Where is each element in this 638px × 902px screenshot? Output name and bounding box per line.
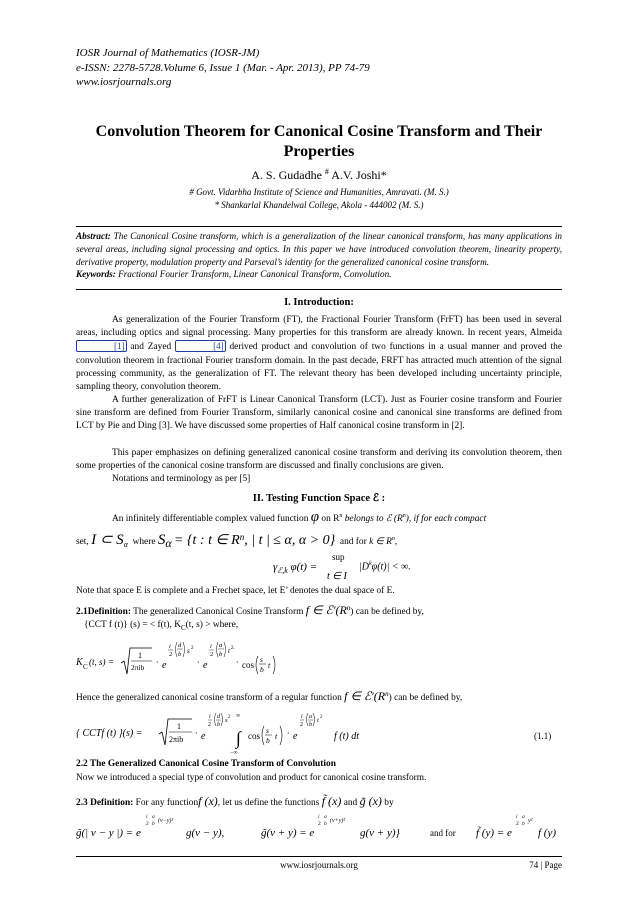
- where-word: where: [132, 537, 156, 547]
- kernel-2piib: 2πib: [131, 663, 145, 672]
- gamma-symbol: γ: [273, 561, 278, 573]
- cos-t: t: [268, 661, 271, 670]
- footer-url: www.iosrjournals.org: [280, 860, 358, 870]
- author-1-mark: #: [324, 167, 329, 176]
- eq2-lhs: g̃(v + y) = e: [261, 827, 315, 839]
- f-in-dual-2: f ∈ ℰ′(R: [344, 689, 386, 703]
- section-2-heading: II. Testing Function Space ℰ :: [252, 493, 386, 504]
- exp1-d: d: [178, 642, 182, 649]
- eq-one: 1: [177, 722, 181, 731]
- testing-fn-text-a: An infinitely differentiable complex valued function: [112, 514, 309, 524]
- eq-exp2-b: b: [309, 722, 312, 728]
- exp-e-1: e: [162, 660, 167, 671]
- section-1-paragraph-4: Notations and terminology as per [5]: [112, 474, 251, 484]
- set-label: set,: [76, 537, 89, 547]
- def-2-1-text: The generalized Canonical Cosine Transform: [133, 607, 304, 617]
- gamma-sub: ℰ,k: [277, 566, 288, 576]
- abstract-text: The Canonical Cosine transform, which is a generalization of the linear canonical transform, has many applications in several areas, including signal processing and optics. In this paper we have introduced convolution theorem, linearity property, derivative property, modulation property and Parseval’s identity for the generalized canonical cosine transform.: [76, 231, 563, 267]
- eq1-i: i: [146, 814, 148, 820]
- eq-exp1-2: 2: [208, 722, 211, 728]
- eq-number-1-1: (1.1): [534, 731, 552, 741]
- and-for-word: and for: [339, 537, 367, 547]
- cct-pairing: {CCT f (t)} (s) = < f(t), K: [84, 620, 181, 630]
- cos-s: s: [260, 655, 263, 664]
- kernel-one: 1: [138, 651, 142, 660]
- abstract-block: [76, 230, 562, 281]
- journal-header: [76, 46, 370, 90]
- eq1-exponent: (v−y)²: [158, 818, 174, 824]
- svg-text:·: ·: [197, 657, 200, 667]
- exp1-s: s: [187, 647, 190, 655]
- exp-e-2: e: [203, 660, 208, 671]
- kernel-cos: cos: [242, 660, 254, 670]
- eq-exp1-i: i: [209, 714, 211, 720]
- eq-exp1-s: s: [225, 717, 228, 724]
- set-definition-line: [76, 530, 397, 551]
- keywords-label: Keywords:: [76, 269, 116, 280]
- eq2-rhs: g(v + y)}: [360, 827, 400, 839]
- set-sub-alpha: α: [123, 539, 128, 549]
- dk-rest: φ(t)| < ∞.: [371, 561, 411, 573]
- svg-text:·: ·: [236, 657, 239, 667]
- eq-exp2-a: a: [309, 714, 312, 720]
- testing-fn-text-d: ), if for each compact: [405, 514, 487, 524]
- keywords-text: Fractional Fourier Transform, Linear Canonical Transform, Convolution.: [118, 269, 392, 280]
- k-in-rn: k ∈ R: [369, 537, 392, 547]
- sup-operator: sup: [332, 552, 345, 562]
- intro-text-b: and Zayed: [130, 342, 172, 353]
- exp1-b: b: [178, 651, 182, 658]
- def-2-1-label: 2.1Definition:: [76, 607, 131, 617]
- eq2-a: a: [324, 814, 327, 820]
- integral-sign: ∫: [236, 728, 241, 748]
- cct-pairing-line: [84, 620, 238, 632]
- section-2-2-heading: 2.2 The Generalized Canonical Cosine Transform of Convolution: [76, 759, 336, 769]
- cct-sub-c: C: [181, 623, 186, 632]
- space-note: Note that space E is complete and a Frechet space, let E’ denotes the dual space of E.: [76, 586, 395, 596]
- kernel-formula: [76, 636, 296, 684]
- eq-lhs: { CCTf (t) }(s) =: [76, 728, 143, 739]
- testing-fn-text-b: on R: [321, 514, 340, 524]
- title-line-1: Convolution Theorem for Canonical Cosine Transform and Their: [95, 123, 543, 140]
- section-1-paragraph-2: A further generalization of FrFT is Linear Canonical Transform (LCT). Just as Fourier cosine transform and Fourier sine transform are defined from Fourier Transform, similarly canonical cosine and canonical sine transforms are defined from LCT by Pie and Ding [3]. We have discussed some properties of Half canonical cosine transform in [2].: [76, 395, 562, 432]
- exp2-2: 2: [210, 651, 214, 658]
- eq2-exponent: (v+y)²: [330, 818, 346, 824]
- rn-sup-2: n: [402, 512, 406, 519]
- eq-exp2-t: t: [317, 717, 319, 724]
- s-alpha-def-2: , | t | ≤ α, α > 0}: [244, 533, 336, 548]
- author-1: A. S. Gudadhe: [251, 168, 322, 182]
- f-tilde-x: f̃ (x): [321, 794, 342, 808]
- cct-pairing-rest: (t, s) > where,: [185, 620, 239, 630]
- eq2-2: 2: [318, 821, 321, 827]
- set-subset-math: I ⊂ S: [91, 532, 124, 548]
- hence-line: [76, 689, 462, 704]
- testing-fn-text-c: belongs to ℰ (R: [344, 514, 403, 524]
- eq-cos: cos: [248, 731, 260, 741]
- eq3-exponent: y²: [528, 818, 533, 824]
- definition-2-1-line: [76, 603, 424, 618]
- svg-text:·: ·: [287, 728, 290, 738]
- k-tail: ,: [394, 537, 398, 547]
- section-1-paragraph-3: This paper emphasizes on defining generalized canonical cosine transform and deriving its convolution theorem, then some properties of the canonical cosine transform are discussed and finally conclusions are given.: [76, 448, 562, 472]
- k-rn-sup: n: [391, 535, 395, 542]
- exp2-i: i: [210, 643, 212, 650]
- eq1-2: 2: [146, 821, 149, 827]
- exp2-t: t: [228, 647, 230, 655]
- eq-cos-t: t: [275, 732, 278, 741]
- exp2-a: a: [219, 642, 223, 649]
- kernel-args: (t, s) =: [89, 657, 114, 667]
- dk-symbol: |D: [359, 561, 369, 573]
- cos-b: b: [260, 665, 264, 674]
- eq2-i: i: [318, 814, 320, 820]
- s-alpha-def: = {t : t ∈ R: [173, 533, 240, 548]
- eq3-lhs: f̃ (y) = e: [476, 827, 512, 839]
- eq3-i: i: [516, 814, 518, 820]
- svg-text:2: 2: [191, 646, 194, 651]
- s-alpha: S: [157, 532, 166, 548]
- section-1-paragraph-1: [76, 314, 562, 394]
- s-alpha-sub: α: [165, 535, 172, 550]
- abstract-label: Abstract:: [76, 231, 111, 241]
- eq-integrand-tail: f (t) dt: [334, 731, 359, 742]
- f-in-sup-2: n: [385, 689, 389, 698]
- journal-url: www.iosrjournals.org: [76, 76, 172, 88]
- section-1-heading: I. Introduction:: [284, 297, 354, 308]
- def-2-1-tail: ) can be defined by,: [350, 607, 424, 617]
- eq3-a: a: [522, 814, 525, 820]
- eq2-b: b: [324, 821, 327, 827]
- testing-fn-line: [112, 509, 486, 526]
- exp1-2: 2: [169, 651, 173, 658]
- citation-1-link[interactable]: [1]: [76, 340, 127, 352]
- eq1-rhs: g(v − y),: [186, 827, 225, 839]
- svg-text:2: 2: [320, 715, 323, 720]
- t-in-i: t ∈ I: [327, 571, 347, 582]
- section-2-2-text: Now we introduced a special type of convolution and product for canonical cosine transform.: [76, 773, 427, 783]
- footer-rule: [76, 856, 562, 857]
- eq-exp2-i: i: [301, 714, 303, 720]
- hence-text: Hence the generalized canonical cosine transform of a regular function: [76, 693, 342, 703]
- citation-4-link[interactable]: [4]: [175, 340, 226, 352]
- svg-text:2.: 2.: [231, 646, 235, 651]
- eq1-b: b: [152, 821, 155, 827]
- gamma-rest: φ(t) =: [290, 561, 318, 573]
- f-of-x: f (x): [198, 794, 218, 808]
- intro-text-c: derived product and convolution of two functions in a usual manner and proved the convolution theorem in fractional Fourier transform domain. In the past decade, FRFT has attracted much attention of the signal processing community, as the generalization of FT. The relevant theory has been developed including uncertainty principle, sampling theory, convolution theorem.: [76, 342, 563, 393]
- affiliation-2: * Shankarlal Khandelwal College, Akola - 444002 (M. S.): [214, 199, 424, 210]
- rn-sup-1: n: [339, 512, 343, 519]
- eq-e-2: e: [293, 731, 298, 742]
- kernel-k-sub: C: [83, 663, 88, 671]
- abstract-bottom-rule: [76, 289, 562, 290]
- def-2-3-text-b: , let us define the functions: [217, 798, 320, 808]
- eq-exp2-2: 2: [300, 722, 303, 728]
- affiliation-1: # Govt. Vidarbha Institute of Science and Humanities, Amravati. (M. S.): [189, 187, 449, 197]
- g-tilde-x: g̃ (x): [359, 794, 382, 808]
- kernel-k: K: [76, 657, 83, 668]
- author-2: A.V. Joshi*: [331, 168, 387, 182]
- def-2-3-text-a: For any function: [135, 798, 199, 808]
- eq-cos-b: b: [266, 736, 270, 745]
- phi-symbol: φ: [310, 509, 320, 525]
- int-lower: −∞: [230, 750, 238, 754]
- paper-title: [60, 122, 578, 162]
- and-for-word-2: and for: [430, 828, 456, 838]
- eq1-a: a: [152, 814, 155, 820]
- eq3-2: 2: [516, 821, 519, 827]
- eq-2piib: 2πib: [169, 735, 184, 744]
- eq1-lhs: g̃(| v − y |) = e: [76, 827, 141, 839]
- hence-tail: ) can be defined by,: [388, 693, 463, 703]
- svg-text:·: ·: [195, 728, 198, 738]
- convolution-definitions: [76, 808, 562, 848]
- int-upper: ∞: [236, 713, 241, 719]
- exp1-i: i: [169, 643, 171, 650]
- definition-2-3-line: [76, 794, 394, 809]
- f-in-sup: n: [346, 603, 351, 612]
- footer-page-number: 74 | Page: [529, 860, 562, 870]
- authors: [0, 167, 638, 183]
- title-line-2: Properties: [283, 143, 355, 160]
- eq3-rhs: f (y): [538, 827, 557, 839]
- abstract-top-rule: [76, 226, 562, 227]
- def-2-3-label: 2.3 Definition:: [76, 798, 134, 808]
- eq-e-1: e: [201, 731, 206, 742]
- affiliations: [0, 186, 638, 211]
- journal-issn: e-ISSN: 2278-5728.Volume 6, Issue 1 (Mar. - Apr. 2013), PP 74-79: [76, 61, 370, 74]
- svg-text:2: 2: [228, 715, 231, 720]
- gamma-norm: [273, 561, 317, 575]
- equation-1-1: [76, 704, 562, 754]
- and-word: and: [343, 798, 358, 808]
- s-alpha-sup: n: [239, 531, 245, 542]
- by-word: by: [384, 798, 394, 808]
- exp2-b: b: [219, 651, 223, 658]
- eq-cos-s: s: [266, 726, 269, 735]
- eq-exp1-d: d: [217, 714, 220, 720]
- journal-name: IOSR Journal of Mathematics (IOSR-JM): [76, 47, 260, 59]
- svg-text:·: ·: [156, 657, 159, 667]
- derivative-norm: $|D^k\varphi(t)|$ < ∞.: [359, 561, 411, 573]
- f-in-dual: f ∈ ℰ′(R: [305, 603, 347, 617]
- eq3-b: b: [522, 821, 525, 827]
- eq-exp1-b: b: [217, 722, 220, 728]
- intro-text-a: As generalization of the Fourier Transform (FT), the Fractional Fourier Transform (FrFT) has been used in several areas, including optics and signal processing. Many properties for this transform are already known. In recent years, Almeida: [76, 315, 562, 339]
